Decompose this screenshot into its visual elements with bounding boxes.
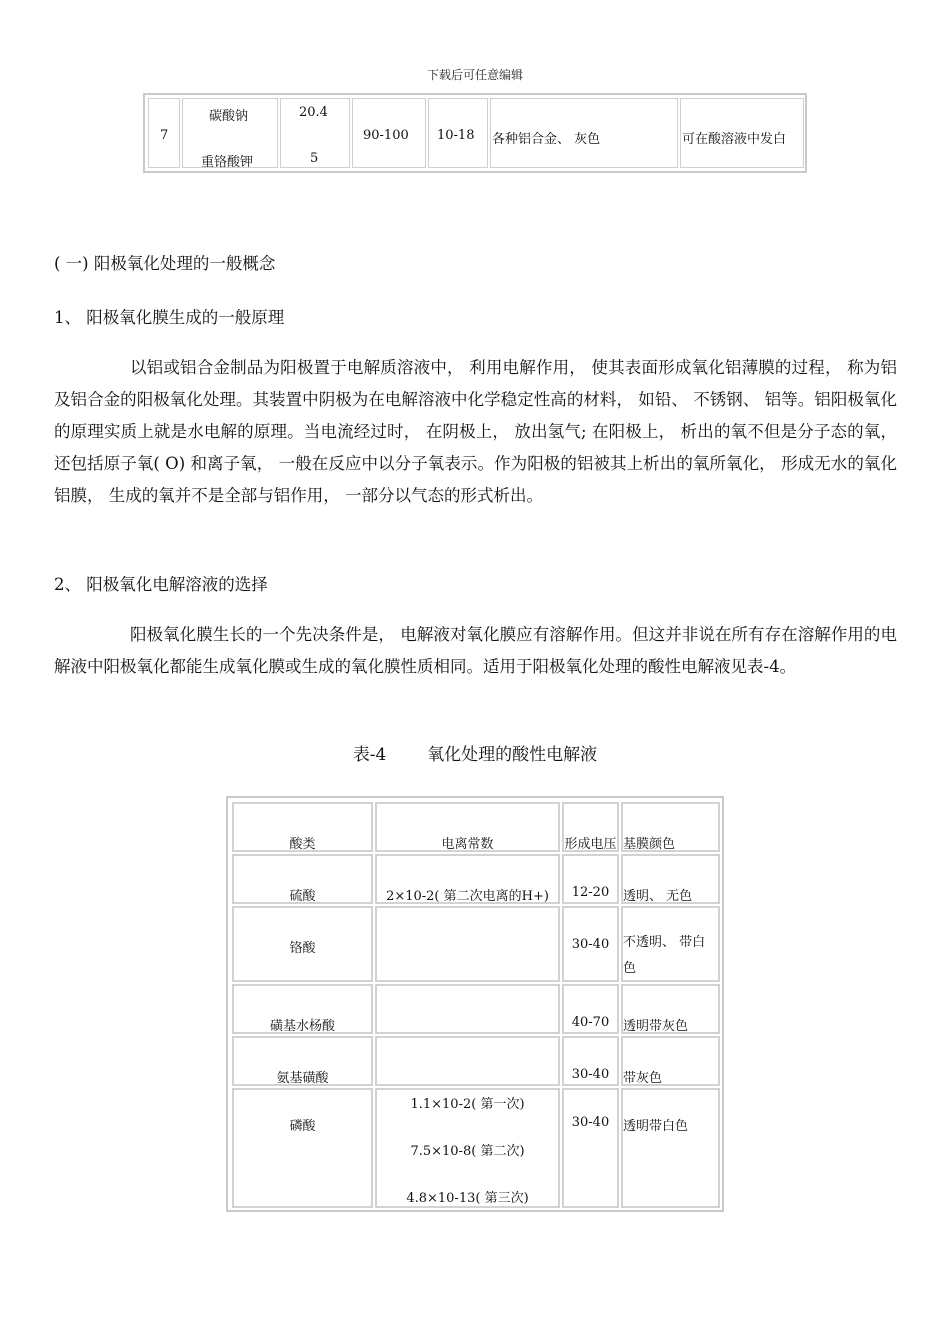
header-color: 基膜颜色 <box>623 837 676 852</box>
subsection-1-title: 1、 阳极氧化膜生成的一般原理 <box>54 308 285 327</box>
table-row-2-acid <box>232 906 373 982</box>
table-caption <box>0 740 950 765</box>
forming-voltage: 30-40 <box>571 1067 610 1082</box>
forming-voltage: 12-20 <box>571 885 610 900</box>
paragraph-2: 阳极氧化膜生长的一个先决条件是， 电解液对氧化膜应有溶解作用。但这并非说在所有存在溶解作用的电解液中阳极氧化都能生成氧化膜或生成的氧化膜性质相同。适用于阳极氧化处理的酸性电解液见表-4。 <box>54 625 897 676</box>
table-row-1-acid <box>232 854 373 904</box>
header-voltage: 形成电压 <box>564 837 617 852</box>
amount-2: 5 <box>310 151 319 166</box>
acid-name: 磺基水杨酸 <box>269 1019 335 1034</box>
film-color: 透明带白色 <box>623 1119 689 1134</box>
forming-voltage: 30-40 <box>571 937 610 952</box>
subsection-2-title: 2、 阳极氧化电解溶液的选择 <box>54 575 268 594</box>
table-cell-components <box>182 98 278 168</box>
table-caption-number: 表-4 <box>352 745 387 765</box>
table-row-1-constant <box>375 854 560 904</box>
table-row-1-color <box>621 854 720 904</box>
table-row-4-voltage <box>562 1036 619 1086</box>
electrolyte-table <box>226 796 724 1212</box>
table-row-2-color <box>621 906 720 982</box>
table-cell-application <box>490 98 678 168</box>
table-row-3-constant <box>375 984 560 1034</box>
table-row-2-voltage <box>562 906 619 982</box>
table-row-5-voltage <box>562 1088 619 1208</box>
table-row-5-constant <box>375 1088 560 1208</box>
table-row-3-color <box>621 984 720 1034</box>
remark: 可在酸溶液中发白 <box>682 132 787 147</box>
table-caption-title: 氧化处理的酸性电解液 <box>427 745 598 765</box>
header-cell-acid <box>232 802 373 852</box>
forming-voltage: 30-40 <box>571 1115 610 1130</box>
table-cell-temperature <box>352 98 426 168</box>
table-row-3-acid <box>232 984 373 1034</box>
component-2: 重铬酸钾 <box>201 155 254 170</box>
acid-name: 硫酸 <box>289 889 316 904</box>
table-cell-row-number <box>148 98 180 168</box>
page-header-note: 下载后可任意编辑 <box>426 68 523 82</box>
ionization-constant-1: 1.1×10-2( 第一次) <box>410 1097 525 1112</box>
film-color: 透明、 无色 <box>623 889 693 904</box>
table-row-4-acid <box>232 1036 373 1086</box>
header-cell-constant <box>375 802 560 852</box>
table-cell-amounts <box>280 98 350 168</box>
header-cell-color <box>621 802 720 852</box>
table-row-2-constant <box>375 906 560 982</box>
ionization-constant-2: 7.5×10-8( 第二次) <box>410 1144 525 1159</box>
film-color: 不透明、 带白色 <box>623 935 706 976</box>
temperature: 90-100 <box>363 128 409 143</box>
acid-name: 磷酸 <box>289 1119 316 1134</box>
table-row-5-color <box>621 1088 720 1208</box>
ionization-constant-3: 4.8×10-13( 第三次) <box>406 1191 529 1206</box>
amount-1: 20.4 <box>299 105 328 120</box>
table-cell-remark <box>680 98 804 168</box>
table-cell-time <box>428 98 488 168</box>
acid-name: 氨基磺酸 <box>276 1071 329 1086</box>
row-number: 7 <box>160 128 169 143</box>
application: 各种铝合金、 灰色 <box>492 132 601 147</box>
time: 10-18 <box>437 128 475 143</box>
ionization-constant: 2×10-2( 第二次电离的H+) <box>386 889 549 904</box>
table-row-3-voltage <box>562 984 619 1034</box>
acid-name: 铬酸 <box>289 941 316 956</box>
header-cell-voltage <box>562 802 619 852</box>
table-row-4-color <box>621 1036 720 1086</box>
table-row-1-voltage <box>562 854 619 904</box>
paragraph-1: 以铝或铝合金制品为阳极置于电解质溶液中， 利用电解作用， 使其表面形成氧化铝薄膜的过程， 称为铝及铝合金的阳极氧化处理。其装置中阴极为在电解溶液中化学稳定性高的材料， 如铅、 不锈钢、 铝等。铝阳极氧化的原理实质上就是水电解的原理。当电流经过时， 在阴极上， 放出氢气; 在阳极上， 析出的氧不但是分子态的氧， 还包括原子氧( O) 和离子氧， 一般在反应中以分子氧表示。作为阳极的铝被其上析出的氧所氧化， 形成无水的氧化铝膜， 生成的氧并不是全部与铝作用， 一部分以气态的形式析出。 <box>54 358 897 505</box>
forming-voltage: 40-70 <box>571 1015 610 1030</box>
film-color: 透明带灰色 <box>623 1019 689 1034</box>
table-row-5-acid <box>232 1088 373 1208</box>
film-color: 带灰色 <box>623 1071 663 1086</box>
header-constant: 电离常数 <box>441 837 494 852</box>
component-1: 碳酸钠 <box>209 109 249 124</box>
section-title: ( 一) 阳极氧化处理的一般概念 <box>54 254 276 273</box>
header-acid: 酸类 <box>289 837 316 852</box>
continued-table <box>143 93 807 173</box>
table-row-4-constant <box>375 1036 560 1086</box>
